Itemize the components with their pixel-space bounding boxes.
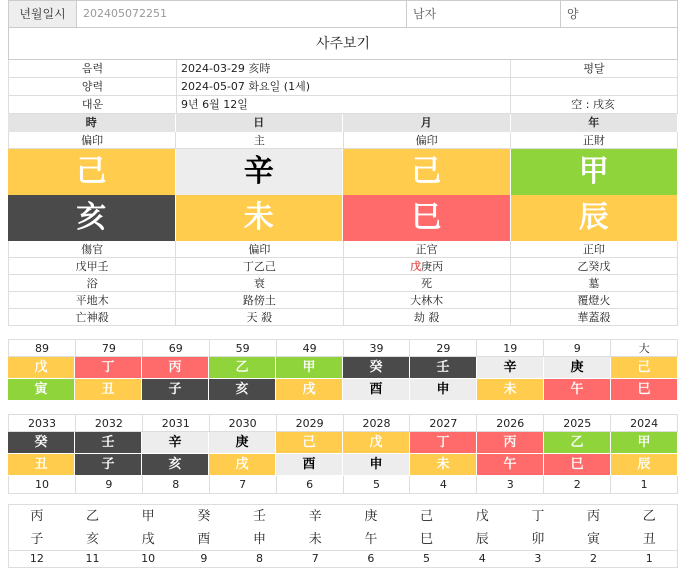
branch-cell[interactable]: 亥 xyxy=(8,195,176,241)
grid-cell: 亥 xyxy=(65,529,121,551)
grid-cell: 11 xyxy=(85,552,100,565)
luck-glyph-cell[interactable]: 丁 xyxy=(75,357,142,379)
grid-cell: 丑 xyxy=(621,529,677,551)
hidden-stems-cell xyxy=(511,258,678,275)
grid-cell: 2 xyxy=(544,476,611,494)
ten-gods-bottom xyxy=(8,241,678,258)
ten-god: 偏印 xyxy=(176,241,343,258)
monthly-grid xyxy=(8,504,678,568)
hidden-stem-rest: 庚丙 xyxy=(421,260,444,273)
hidden-stems-cell xyxy=(176,258,343,275)
luck-glyph-cell[interactable]: 申 xyxy=(410,379,477,401)
daeun-branches xyxy=(8,379,678,401)
ten-god: 傷官 xyxy=(8,241,176,258)
luck-glyph-cell[interactable]: 未 xyxy=(410,454,477,476)
stem-cell[interactable]: 己 xyxy=(8,149,176,195)
grid-cell: 子 xyxy=(9,529,65,551)
hidden-stems-cell xyxy=(344,258,511,275)
grid-cell: 甲 xyxy=(141,509,155,524)
grid-cell: 6 xyxy=(277,476,344,494)
luck-glyph-cell[interactable]: 戊 xyxy=(8,357,75,379)
luck-glyph-cell[interactable]: 戌 xyxy=(276,379,343,401)
grid-cell: 8 xyxy=(143,476,210,494)
month-stems xyxy=(9,505,677,529)
gender-field[interactable]: 남자 xyxy=(407,1,561,27)
grid-cell: 7 xyxy=(210,476,277,494)
luck-glyph-cell[interactable]: 壬 xyxy=(410,357,477,379)
birth-datetime-label: 년월일시 xyxy=(9,1,77,27)
luck-glyph-cell[interactable]: 己 xyxy=(611,357,678,379)
luck-glyph-cell[interactable]: 甲 xyxy=(611,432,678,454)
info-row-solar xyxy=(8,78,678,96)
napeum-cell: 路傍土 xyxy=(176,292,343,309)
luck-glyph-cell[interactable]: 癸 xyxy=(8,432,75,454)
napeum-cell: 大林木 xyxy=(344,292,511,309)
grid-cell: 己 xyxy=(420,509,434,524)
grid-cell: 未 xyxy=(287,529,343,551)
grid-cell: 乙 xyxy=(642,509,656,524)
luck-glyph-cell[interactable]: 亥 xyxy=(209,379,276,401)
grid-cell: 卯 xyxy=(510,529,566,551)
luck-glyph-cell[interactable]: 酉 xyxy=(276,454,343,476)
branch-cell[interactable]: 辰 xyxy=(511,195,679,241)
grid-cell: 7 xyxy=(311,552,319,565)
info-key: 양력 xyxy=(8,78,176,95)
stem-cell[interactable]: 甲 xyxy=(511,149,679,195)
hidden-stems xyxy=(8,258,678,275)
luck-glyph-cell[interactable]: 午 xyxy=(544,379,611,401)
grid-cell: 9 xyxy=(76,476,143,494)
info-extra: 평달 xyxy=(510,60,678,77)
hidden-stem-rest: 乙癸戊 xyxy=(577,260,611,273)
grid-cell: 79 xyxy=(76,339,143,357)
stage-cell: 浴 xyxy=(8,275,176,292)
branch-cell[interactable]: 巳 xyxy=(343,195,511,241)
ten-god: 主 xyxy=(176,132,343,149)
info-row-lunar xyxy=(8,60,678,78)
luck-glyph-cell[interactable]: 丁 xyxy=(410,432,477,454)
grid-cell: 2026 xyxy=(477,414,544,432)
luck-glyph-cell[interactable]: 壬 xyxy=(75,432,142,454)
grid-cell: 10 xyxy=(141,552,156,565)
luck-glyph-cell[interactable]: 乙 xyxy=(544,432,611,454)
grid-cell: 2030 xyxy=(210,414,277,432)
grid-cell: 69 xyxy=(143,339,210,357)
ten-god: 偏印 xyxy=(8,132,176,149)
luck-glyph-cell[interactable]: 戌 xyxy=(209,454,276,476)
luck-glyph-cell[interactable]: 庚 xyxy=(544,357,611,379)
spirit-cell: 天 殺 xyxy=(176,309,343,326)
info-table xyxy=(8,60,678,114)
grid-cell: 癸 xyxy=(197,509,211,524)
hidden-stem-highlight: 戊 xyxy=(410,260,422,273)
napeum-row xyxy=(8,292,678,309)
luck-glyph-cell[interactable]: 亥 xyxy=(142,454,209,476)
grid-cell: 49 xyxy=(277,339,344,357)
luck-glyph-cell[interactable]: 辛 xyxy=(142,432,209,454)
grid-cell: 1 xyxy=(645,552,653,565)
grid-cell: 1 xyxy=(611,476,678,494)
grid-cell: 9 xyxy=(544,339,611,357)
luck-glyph-cell[interactable]: 辛 xyxy=(477,357,544,379)
ten-god: 正官 xyxy=(344,241,511,258)
grid-cell: 9 xyxy=(200,552,208,565)
grid-cell: 2033 xyxy=(8,414,76,432)
pillar-headers xyxy=(8,114,678,132)
page-title: 사주보기 xyxy=(8,28,678,60)
luck-glyph-cell[interactable]: 丙 xyxy=(477,432,544,454)
luck-glyph-cell[interactable]: 丑 xyxy=(75,379,142,401)
grid-cell: 丙 xyxy=(30,509,44,524)
daeun-grid xyxy=(8,339,678,401)
year-stems xyxy=(8,432,678,454)
grid-cell: 4 xyxy=(478,552,486,565)
spirit-cell: 亡神殺 xyxy=(8,309,176,326)
grid-cell: 4 xyxy=(410,476,477,494)
grid-cell: 酉 xyxy=(176,529,232,551)
daeun-stems xyxy=(8,357,678,379)
grid-cell: 午 xyxy=(343,529,399,551)
month-branches xyxy=(9,529,677,551)
spirit-cell: 華蓋殺 xyxy=(511,309,678,326)
four-pillars xyxy=(8,114,678,326)
year-branches xyxy=(8,454,678,476)
pillar-header: 時 xyxy=(8,114,176,132)
grid-cell: 10 xyxy=(8,476,76,494)
info-value: 2024-05-07 화요일 (1세) xyxy=(176,78,510,95)
grid-cell: 2 xyxy=(590,552,598,565)
luck-glyph-cell[interactable]: 己 xyxy=(276,432,343,454)
luck-glyph-cell[interactable]: 戊 xyxy=(343,432,410,454)
luck-glyph-cell[interactable]: 甲 xyxy=(276,357,343,379)
grid-cell: 丙 xyxy=(587,509,601,524)
grid-cell: 89 xyxy=(8,339,76,357)
stage-cell: 死 xyxy=(344,275,511,292)
luck-glyph-cell[interactable]: 寅 xyxy=(8,379,75,401)
grid-cell: 12 xyxy=(29,552,44,565)
grid-cell: 39 xyxy=(344,339,411,357)
grid-cell: 戌 xyxy=(120,529,176,551)
ten-gods-top xyxy=(8,132,678,149)
daeun-ages xyxy=(8,339,678,357)
hidden-stems-cell xyxy=(8,258,176,275)
stem-cell[interactable]: 辛 xyxy=(176,149,344,195)
info-value: 9년 6월 12일 xyxy=(176,96,510,113)
grid-cell: 寅 xyxy=(566,529,622,551)
grid-cell: 壬 xyxy=(253,509,267,524)
luck-glyph-cell[interactable]: 子 xyxy=(142,379,209,401)
ten-god: 正印 xyxy=(511,241,678,258)
luck-glyph-cell[interactable]: 巳 xyxy=(611,379,678,401)
info-extra: 空 : 戌亥 xyxy=(510,96,678,113)
grid-cell: 辰 xyxy=(454,529,510,551)
luck-glyph-cell[interactable]: 辰 xyxy=(611,454,678,476)
grid-cell: 庚 xyxy=(364,509,378,524)
info-extra xyxy=(510,78,678,95)
luck-glyph-cell[interactable]: 酉 xyxy=(343,379,410,401)
grid-cell: 29 xyxy=(410,339,477,357)
twelve-stages xyxy=(8,275,678,292)
luck-glyph-cell[interactable]: 子 xyxy=(75,454,142,476)
grid-cell: 辛 xyxy=(308,509,322,524)
yearly-grid xyxy=(8,414,678,494)
stage-cell: 墓 xyxy=(511,275,678,292)
grid-cell: 59 xyxy=(210,339,277,357)
ten-god: 正財 xyxy=(511,132,678,149)
grid-cell: 2029 xyxy=(277,414,344,432)
info-key: 음력 xyxy=(8,60,176,77)
luck-glyph-cell[interactable]: 丙 xyxy=(142,357,209,379)
hidden-stem-rest: 丁乙己 xyxy=(242,260,276,273)
pillar-header: 日 xyxy=(176,114,344,132)
napeum-cell: 平地木 xyxy=(8,292,176,309)
grid-cell: 8 xyxy=(256,552,264,565)
grid-cell: 3 xyxy=(477,476,544,494)
grid-cell: 巳 xyxy=(399,529,455,551)
grid-cell: 6 xyxy=(367,552,375,565)
heavenly-stems xyxy=(8,149,678,195)
stem-cell[interactable]: 己 xyxy=(343,149,511,195)
pillar-header: 月 xyxy=(343,114,511,132)
calendar-type-field[interactable]: 양 xyxy=(567,7,579,21)
spirit-cell: 劫 殺 xyxy=(344,309,511,326)
grid-cell: 戊 xyxy=(475,509,489,524)
month-numbers xyxy=(9,551,677,567)
luck-glyph-cell[interactable]: 丑 xyxy=(8,454,75,476)
birth-datetime-input[interactable]: 202405072251 xyxy=(77,1,407,27)
year-labels xyxy=(8,414,678,432)
grid-cell: 5 xyxy=(423,552,431,565)
info-key: 대운 xyxy=(8,96,176,113)
grid-cell: 5 xyxy=(344,476,411,494)
info-row-daeun xyxy=(8,96,678,114)
grid-cell: 2025 xyxy=(544,414,611,432)
info-value: 2024-03-29 亥時 xyxy=(176,60,510,77)
luck-glyph-cell[interactable]: 癸 xyxy=(343,357,410,379)
grid-cell: 申 xyxy=(232,529,288,551)
pillar-header: 年 xyxy=(511,114,679,132)
grid-cell: 大 xyxy=(611,339,678,357)
grid-cell: 2027 xyxy=(410,414,477,432)
grid-cell: 乙 xyxy=(86,509,100,524)
grid-cell: 丁 xyxy=(531,509,545,524)
luck-glyph-cell[interactable]: 巳 xyxy=(544,454,611,476)
grid-cell: 3 xyxy=(534,552,542,565)
branch-cell[interactable]: 未 xyxy=(176,195,344,241)
earthly-branches xyxy=(8,195,678,241)
luck-glyph-cell[interactable]: 未 xyxy=(477,379,544,401)
luck-glyph-cell[interactable]: 乙 xyxy=(209,357,276,379)
birth-input-bar xyxy=(8,0,678,28)
grid-cell: 2031 xyxy=(143,414,210,432)
luck-glyph-cell[interactable]: 庚 xyxy=(209,432,276,454)
luck-glyph-cell[interactable]: 午 xyxy=(477,454,544,476)
grid-cell: 19 xyxy=(477,339,544,357)
stage-cell: 衰 xyxy=(176,275,343,292)
hidden-stem-rest: 戊甲壬 xyxy=(75,260,109,273)
grid-cell: 2028 xyxy=(344,414,411,432)
ten-god: 偏印 xyxy=(344,132,511,149)
grid-cell: 2032 xyxy=(76,414,143,432)
year-numbers xyxy=(8,476,678,494)
grid-cell: 2024 xyxy=(611,414,678,432)
spirits-row xyxy=(8,309,678,326)
luck-glyph-cell[interactable]: 申 xyxy=(343,454,410,476)
napeum-cell: 覆燈火 xyxy=(511,292,678,309)
